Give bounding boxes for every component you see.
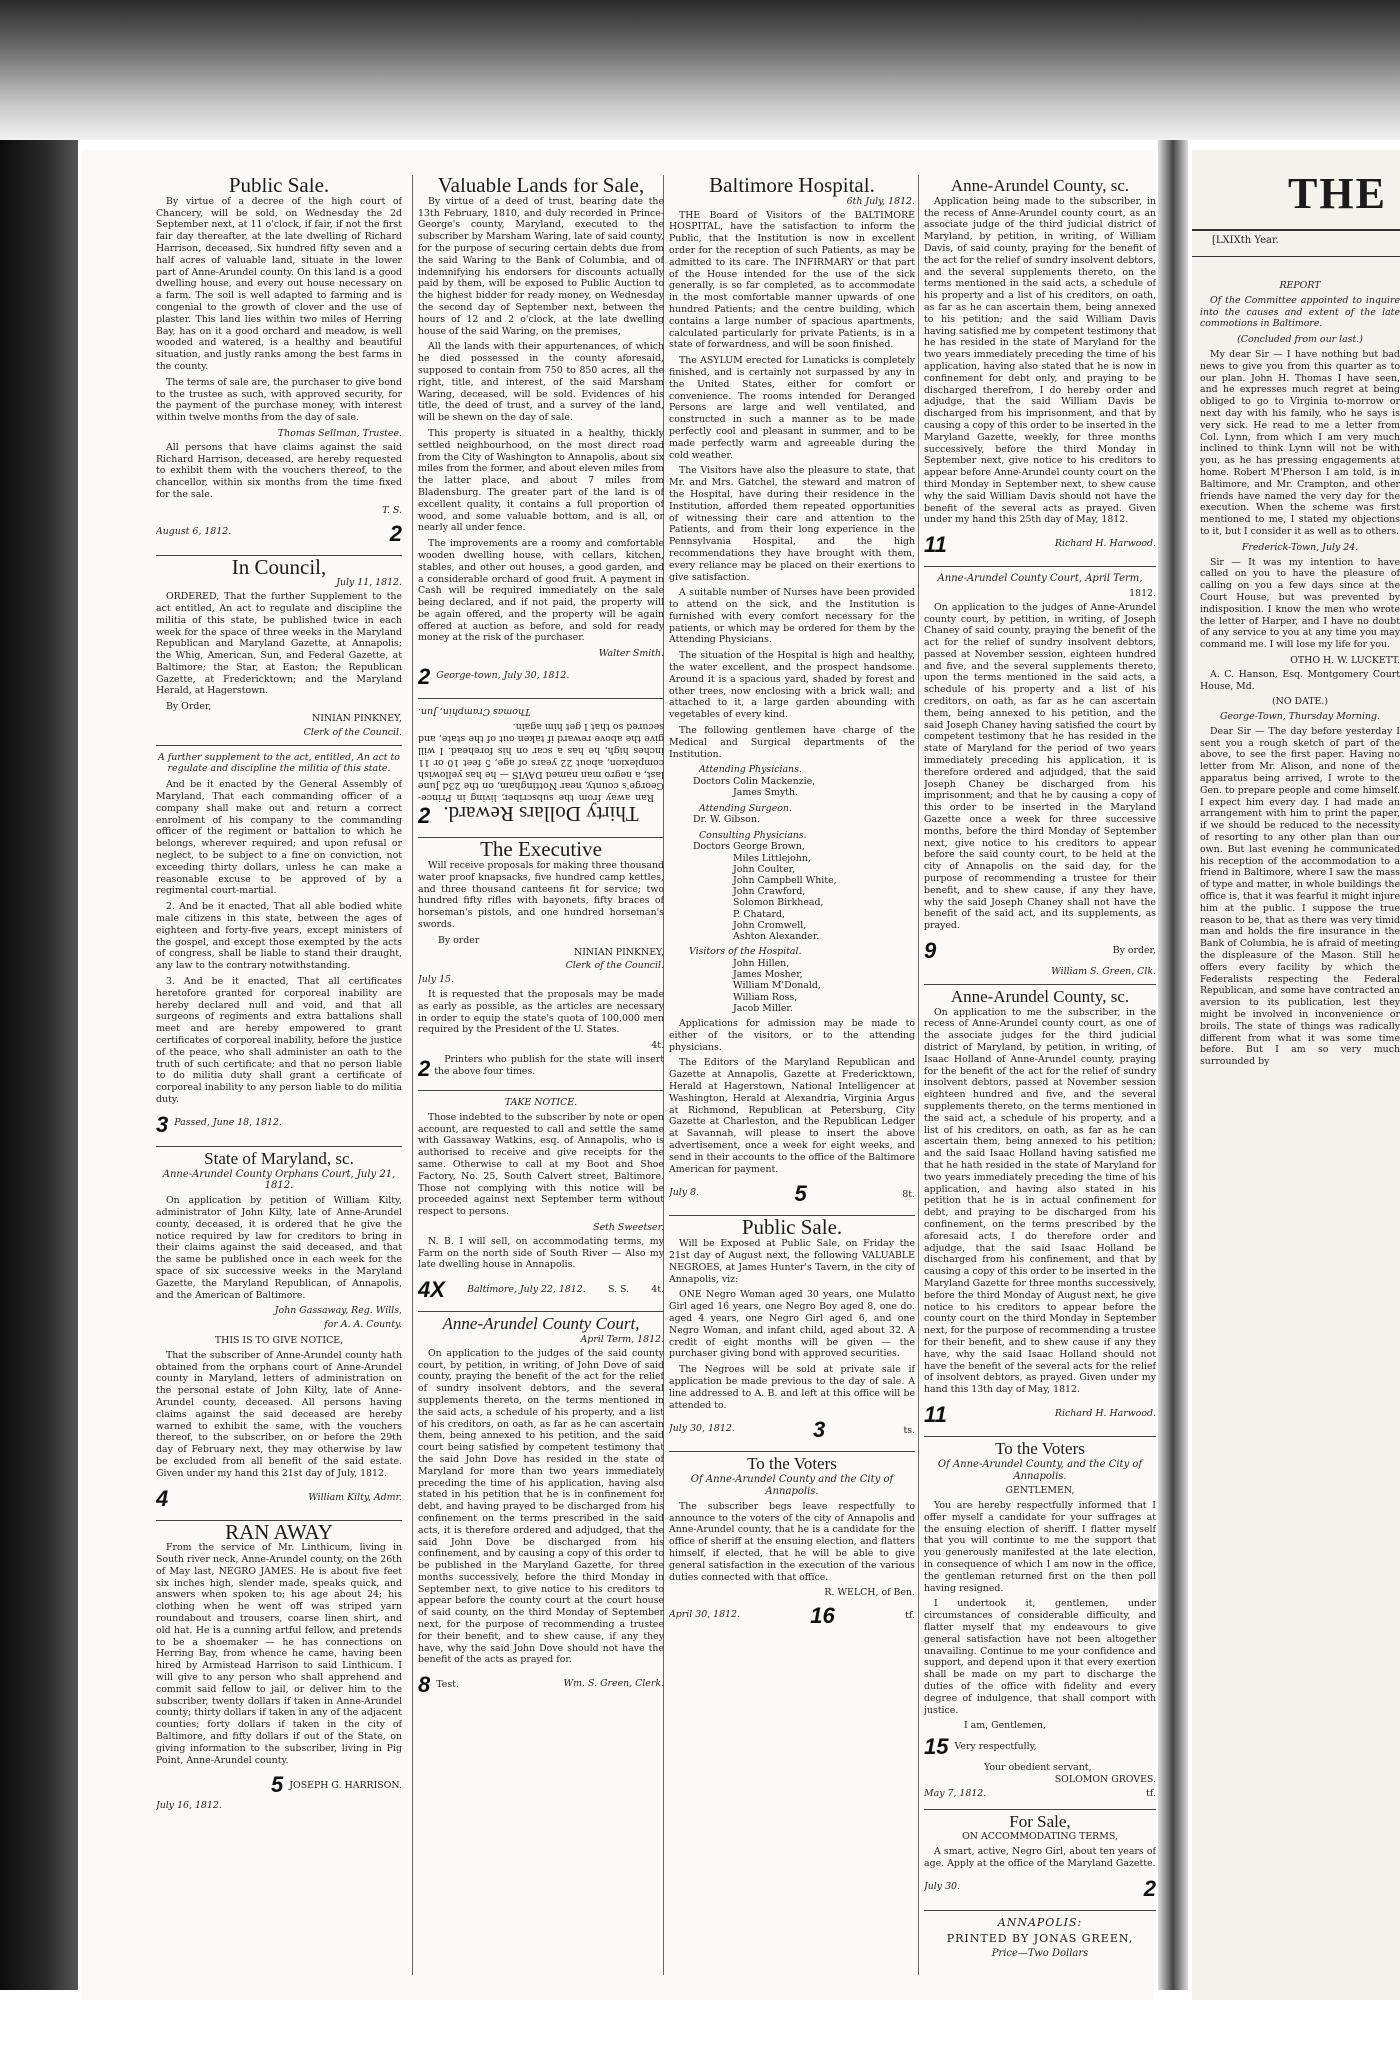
take-notice-signature: Seth Sweetser. <box>593 1221 664 1233</box>
court-heading: Anne-Arundel County Court, <box>442 1314 640 1334</box>
militia-passed-date: Passed, June 18, 1812. <box>174 1117 282 1129</box>
divider <box>924 1436 1156 1437</box>
list-item: Doctors Colin Mackenzie, <box>693 776 816 788</box>
court-signature-row <box>418 1670 664 1700</box>
hospital-text-4: A suitable number of Nurses have been provided to attend on the sick, and the Institution is furnished with every comfort necessary for the patients, or which may be ordered for them by the Attending Physicians. <box>669 587 915 646</box>
aa-county-heading-1: Anne-Arundel County, sc. <box>950 178 1130 195</box>
executive-note: It is requested that the proposals may be made as early as possible, as the articles are necessary in order to equip the state's quota of 100,000 men required by the President of the U. States. <box>418 989 664 1036</box>
voters2-subheading: Of Anne-Arundel County, and the City of Annapolis. <box>937 1458 1143 1482</box>
voters2-heading: To the Voters <box>995 1438 1085 1458</box>
runaway-signature: JOSEPH G. HARRISON. <box>289 1779 402 1791</box>
handwritten-mark: 4 <box>156 1485 169 1511</box>
lands-text-3: This property is situated in a healthy, thickly settled neighbourhood, on the most direct road from the City of Washington to Annapolis, about six miles from the former, and about eleven miles from the latter place, and about 7 miles from Bladensburg. The greater part of the land is of excellent quality, it contains a full proportion of wood, and some valuable bottom, and is all, or nearly all under fence. <box>418 427 664 534</box>
negroes-sale-text-2: ONE Negro Woman aged 30 years, one Mulatto Girl aged 16 years, one Negro Boy aged 8, one do. aged 4 years, one Negro Girl aged 6, and one Negro Woman, and infant child, aged about 32. A credit of eight months will be given — the purchaser giving bond with approved securities. <box>669 1289 915 1360</box>
letter-1: My dear Sir — I have nothing but bad news to give you from this quarter as to our plan. John H. Thomas I have seen, and he expresses much regret at being obliged to go to Virginia to-morrow or next day with his family, who he says is very sick. He read to me a letter from Col. Lynn, from which I am very much inclined to think Lynn will not be with you, as he has pressing engagements at home. Robert M'Pherson I am told, is in Baltimore, and Mr. Crampton, and other friends have named the very day for the execution. When the scheme was first mentioned to me, I stated my objections to it, but I consider it as well as to others. <box>1200 348 1400 537</box>
trustee-signature: Thomas Sellman, Trustee. <box>277 427 402 439</box>
masthead-rule <box>1192 229 1400 231</box>
admin-signature-row <box>156 1484 402 1514</box>
letter-2-signature: OTHO H. W. LUCKETT. <box>1290 654 1400 666</box>
hospital-text-5: The situation of the Hospital is high and healthy, the water excellent, and the prospect handsome. Around it is a spacious yard, shaded by forest and other trees, now enclosing with a brick wall; and attached to it, a large garden abounding with vegetables of every kind. <box>669 650 915 721</box>
handwritten-mark: 2 <box>418 1056 431 1081</box>
voters-text: The subscriber begs leave respectfully to announce to the voters of the city of Annapolis and Anne-Arundel county, that he is a candidate for the office of sheriff at the ensuing election, and flatters himself, if elected, that he will be able to give general satisfaction in the execution of the various duties connected with that office. <box>669 1500 915 1583</box>
voters2-date: May 7, 1812. <box>924 1787 987 1799</box>
maryland-text: On application by petition of William Kilty, administrator of John Kilty, late of Anne-Arundel county, deceased, it is ordered that he give the notice required by law for creditors to bring in their claims against the said deceased, and that the same be published once in each week for the space of six successive weeks in the Maryland Gazette, the Maryland Republican, of Annapolis, and the American of Baltimore. <box>156 1195 402 1301</box>
negroes-sale-text-1: Will be Exposed at Public Sale, on Friday the 21st day of August next, the following VALUABLE NEGROES, at James Hunter's Tavern, in the city of Annapolis, viz: <box>669 1238 915 1285</box>
aa-county-heading-2: Anne-Arundel County, sc. <box>950 986 1130 1006</box>
forsale-heading: For Sale, <box>1009 1811 1071 1831</box>
divider <box>418 1090 664 1091</box>
farm-initials: S. S. <box>607 1284 630 1296</box>
hospital-text-6: The following gentlemen have charge of the Medical and Surgical departments of the Institution. <box>669 725 915 760</box>
farm-run: 4t. <box>651 1284 664 1296</box>
executive-signature-title: Clerk of the Council. <box>565 960 664 972</box>
list-item: Solomon Birkhead, <box>733 897 824 909</box>
farm-date: Baltimore, July 22, 1812. <box>467 1284 586 1296</box>
council-date: July 11, 1812. <box>336 577 402 589</box>
executive-signature: NINIAN PINKNEY, <box>574 946 664 958</box>
executive-run: 4t. <box>651 1040 664 1052</box>
list-item: James Mosher, <box>733 969 803 981</box>
sale-date: August 6, 1812. <box>156 526 232 538</box>
negroes-sale-text-3: The Negroes will be sold at private sale if application be made previous to the day of sale. A line addressed to A. B. and left at this office will be attended to. <box>669 1364 915 1411</box>
report-concluded: (Concluded from our last.) <box>1237 334 1363 346</box>
voters-footer-row <box>669 1601 915 1631</box>
list-item: Miles Littlejohn, <box>733 852 811 864</box>
hospital-footer-row <box>669 1179 915 1209</box>
imprint-printer: PRINTED BY JONAS GREEN, <box>946 1931 1134 1945</box>
facing-page <box>1192 150 1400 2000</box>
list-item: John Cromwell, <box>733 919 807 931</box>
court-text: On application to the judges of the said county court, by petition, in writing, of John Dove of said county, praying the benefit of the act for the relief of sundry insolvent debtors, and the several supplements thereto, on the terms mentioned in the said acts, a schedule of his property, and a list of his creditors, on oath, as far as he can ascertain them, being annexed to his petition, and the said court being satisfied by competent testimony that the said John Dove has resided in the state of Maryland for more than two years immediately preceding the time of his application, having also stated in his petition that he is in confinement for debt, and having prayed to be discharged from his confinement on the terms prescribed in the said acts, it is therefore ordered and adjudged, that the said John Dove be discharged from his confinement, and by causing a copy of this order to be published in the Maryland Gazette, for three months successively, before the third Monday in September next, to give notice to his creditors to appear before the county court at the court house of said county, on the third Monday of September next, for the purpose of recommending a trustee for their benefit, and to shew cause, if any they have, why the said John Dove should not have the benefit of the acts as prayed for. <box>418 1347 664 1666</box>
reward-text: Ran away from the subscriber, living in Prince-George's county, near Nottingham, on the 23d June last, a negro man named DAVIS — he has yellowish complexion, about 22 years of age, 5 feet 10 or 11 inches high, he has a scar on his forehead. I will give the above reward if taken out of the state, and secured so that I get him again. <box>418 721 664 804</box>
voters2-text-2: I undertook it, gentlemen, under circumstances of considerable difficulty, and flatter myself that my endeavours to give general satisfaction have not been altogether unavailing. Continue to me your confidence and support, and depend upon it that every exertion shall be made on my part to discharge the duties of the office with fidelity and every degree of indulgence, that shall comport with justice. <box>924 1598 1156 1716</box>
voters2-text-1: You are hereby respectfully informed that I offer myself a candidate for your suffrages at the ensuing election of sheriff. I flatter myself that you will continue to me the support that you generously manifested at the late election, in consequence of which I am now in the office, the gentleman returned first on the then poll having resigned. <box>924 1500 1156 1594</box>
voters2-salutation: GENTLEMEN, <box>1005 1485 1075 1497</box>
facing-column <box>1200 280 1400 1072</box>
voters-subheading: Of Anne-Arundel County and the City of Annapolis. <box>690 1474 894 1497</box>
hospital-text-7: Applications for admission may be made to either of the visitors, or to the attending physicians. <box>669 1018 915 1053</box>
sale-date-row <box>156 519 402 549</box>
voters2-signature: SOLOMON GROVES. <box>1054 1774 1156 1786</box>
lands-text-2: All the lands with their appurtenances, of which he died possessed in the county aforesaid, supposed to contain from 750 to 850 acres, all the right, title, and interest, of the said Marsham Waring, deceased, will be sold. Evidences of his title, the deed of trust, and a survey of the land, will be shewn on the day of sale. <box>418 341 664 424</box>
forsale-footer-row <box>924 1874 1156 1904</box>
report-heading: REPORT <box>1279 280 1321 291</box>
voters2-closing-3: Your obedient servant, <box>984 1762 1092 1774</box>
letter-2: Sir — It was my intention to have called on you to have the pleasure of calling on you a few days since at the Court House, but was prevented by indisposition. I know the men who wrote the letter of Harper, and I have no doubt of any service to you at any time you may command me. I will lose my life for you. <box>1200 556 1400 651</box>
lands-text-4: The improvements are a roomy and comfortable wooden dwelling house, with cellars, kitchen, stables, and other out houses, a good garden, and a considerable orchard of good fruit. A payment in Cash will be required immediately on the sale being declared, and if not paid, the property will be again offered, and the property will be again offered at auction as before, and sold for ready money at the risk of the purchaser. <box>418 538 664 644</box>
divider <box>924 984 1156 985</box>
masthead-fragment: THE <box>1288 169 1387 218</box>
executive-heading: The Executive <box>480 837 602 862</box>
court-signature: Wm. S. Green, Clerk. <box>563 1678 664 1690</box>
handwritten-mark: 16 <box>810 1603 835 1629</box>
runaway-signature-row <box>156 1770 402 1800</box>
negroes-footer-row <box>669 1415 915 1445</box>
council-signature-title: Clerk of the Council. <box>303 726 402 738</box>
public-sale-heading: Public Sale. <box>228 178 330 197</box>
masthead-rule <box>1192 256 1400 257</box>
hospital-text-8: The Editors of the Maryland Republican and Gazette at Annapolis, Gazette at Fredericktown, Herald at Hagerstown, National Intelligencer at Washington, Herald at Alexandria, Virginia Argus at Richmond, Republican at Petersburg, City Gazette at Charleston, and the Republican Ledger at Savannah, will please to insert the above advertisement, once a week for eight weeks, and send in their accounts to the office of the Baltimore American for payment. <box>669 1057 915 1175</box>
hospital-text-3: The Visitors have also the pleasure to state, that Mr. and Mrs. Gatchel, the steward and matron of the Hospital, have during their residence in the Institution, afforded them repeated opportunities of witnessing their care and attention to the Patients, and from their long experience in the Pennsylvania Hospital, and the high recommendations they have brought with them, every reliance may be placed on their exertions to give satisfaction. <box>669 465 915 583</box>
hospital-text-2: The ASYLUM erected for Lunaticks is completely finished, and is certainly not surpassed by any in the United States, either for comfort or convenience. The rooms intended for Deranged Persons are large and well ventilated, and constructed in such a manner as to be made perfectly cool and pleasant in summer, and to be made perfectly warm and agreeable during the cold weather. <box>669 355 915 461</box>
consulting-physicians-list <box>693 841 915 942</box>
no-date-line: (NO DATE.) <box>1271 696 1329 708</box>
aa-signature-row-2 <box>924 936 1156 966</box>
farm-note: N. B. I will sell, on accommodating terms, my Farm on the north side of South River — Also my late dwelling house in Annapolis. <box>418 1235 664 1271</box>
reward-heading: Thirty Dollars Reward. <box>443 802 639 827</box>
letter-3: Dear Sir — The day before yesterday I sent you a rough sketch of part of the above, to see the first paper. Having no letter from Mr. Alison, and none of the apparatus being arrived, I wrote to the Gen. to prepare people and come himself. I expect him every day. I had made an arrangement with him to print the paper, if we should be reduced to the necessity of resorting to any other plan than our own. But last evening he communicated his reception of the accommodation to a friend in Baltimore, where I saw the mass of type and matter, in whole buildings the office is, that it was fearful it might injure him at the public. I suppose the true reason to be, that as there was very timid man and holds the fire insurance in the Bank of Columbia, he is afraid of meeting the displeasure of the Mason. Still he offers every facility by which the Federalists respecting the Federal Republican, and some have contracted an aversion to its publication, lest they might be involved in inconvenience or broils. The state of things was radically different from what it was some time before. But I am so very much surrounded by <box>1200 725 1400 1068</box>
handwritten-mark: 8 <box>418 1672 431 1698</box>
hospital-heading: Baltimore Hospital. <box>709 178 875 197</box>
lands-heading: Valuable Lands for Sale, <box>437 178 645 197</box>
volume-year: [LXIXth Year. <box>1212 235 1279 246</box>
voters2-closing-2: Very respectfully, <box>954 1741 1037 1753</box>
list-item: Ashton Alexander. <box>733 931 820 943</box>
forsale-text: A smart, active, Negro Girl, about ten years of age. Apply at the office of the Maryland Gazette. <box>924 1846 1156 1870</box>
voters2-closing-row <box>924 1732 1156 1762</box>
council-text: ORDERED, That the further Supplement to the act entitled, An act to regulate and discipline the militia of this state, be published twice in each week for the space of three weeks in the Maryland Republican and Maryland Gazette, at Annapolis; the Whig, American, Sun, and Federal Gazette, at Baltimore; the Star, at Easton; the Republican Gazette, at Fredericktown; and the Maryland Herald, at Hagerstown. <box>156 591 402 697</box>
column-2 <box>418 178 664 1978</box>
hospital-date: 6th July, 1812. <box>846 195 915 207</box>
printers-note: Printers who publish for the state will insert the above four times. <box>434 1054 664 1077</box>
forsale-date: July 30. <box>924 1881 960 1893</box>
public-sale-text: By virtue of a decree of the high court of Chancery, will be sold, on Wednesday the 2d September next, at 11 o'clock, if fair, if not the first fair day thereafter, at the late dwelling of Richard Harrison, deceased, Six hundred fifty seven and a half acres of valuable land, situate in the lower part of Anne-Arundel county. On this land is a good dwelling house, and every out house necessary on a farm. The soil is well adapted to farming and is congenial to the growth of clover and the use of plaster. This land lies within two miles of Herring Bay, has on it a good orchard and meadow, is well wooded and watered, is a healthy and beautiful situation, and justly ranks among the best farms in the county. <box>156 195 402 372</box>
forsale-subheading: ON ACCOMMODATING TERMS, <box>962 1831 1118 1843</box>
aa-county-text-3: On application to me the subscriber, in the recess of Anne-Arundel county court, as one of the associate judges for the third judicial district of Maryland, by petition, in writing, of Isaac Holland of Anne-Arundel county, praying for the benefit of the act for the relief of sundry insolvent debtors, passed at November session eighteen hundred and five, and the several supplements thereto, on the terms mentioned in the said act, a schedule of his property, and a list of his creditors, on oath, as far as he can ascertain them, being annexed to his petition; and the said Isaac Holland having satisfied me that he hath resided in the state of Maryland for two years immediately preceding the time of his application, and having also stated in his petition that he is in actual confinement for debt, and praying to be discharged from his confinement, on the terms prescribed by the aforesaid acts, I do therefore order and adjudge, that the said Isaac Holland be discharged from his confinement, and that by causing a copy of this order to be inserted in the Maryland Gazette for three months successively, before the third Monday of August next, he give notice to his creditors to appear before the county court on the third Monday in September next, for the purpose of recommending a trustee for their benefit, and to shew cause if any they have, why the said Isaac Holland should not have the benefit of the several acts for the relief of insolvent debtors, as prayed. Given under my hand this 13th day of May, 1812. <box>924 1006 1156 1396</box>
militia-section-1: And be it enacted by the General Assembly of Maryland, That each commanding officer of a company shall make out and return a correct enrolment of his company to the commanding officer of the regiment or battalion to which he belongs, wherever required; and upon refusal or neglect, to be subject to a fine on conviction, not exceeding thirty dollars, unless he can make a reasonable excuse to be approved of by a regimental court-martial. <box>156 779 402 897</box>
list-item: William Ross, <box>733 991 798 1003</box>
handwritten-mark: 2 <box>1143 1875 1156 1901</box>
price-line: Price—Two Dollars <box>991 1948 1089 1960</box>
handwritten-mark: 11 <box>924 532 947 558</box>
aa-court-year: 1812. <box>1129 587 1156 599</box>
take-notice-heading: TAKE NOTICE. <box>504 1097 578 1108</box>
list-item: Doctors George Brown, <box>693 841 805 853</box>
book-binding-edge <box>0 140 78 1990</box>
divider <box>669 1451 915 1452</box>
aa-by-order: By order, <box>1112 945 1156 957</box>
executive-date: July 15. <box>418 974 454 986</box>
give-notice-heading: THIS IS TO GIVE NOTICE, <box>214 1334 344 1346</box>
register-signature: John Gassaway, Reg. Wills, <box>274 1305 402 1317</box>
divider <box>924 566 1156 567</box>
divider <box>156 745 402 746</box>
hospital-end-date: July 8. <box>669 1187 700 1199</box>
handwritten-mark: 5 <box>271 1772 284 1798</box>
runaway-date: July 16, 1812. <box>156 1800 222 1812</box>
militia-section-3: 3. And be it enacted, That all certificates heretofore granted for corporeal inability are hereby declared null and void, and that all surgeons of regiments and extra battalions shall meet and are hereby empowered to grant certificates of corporeal inability, before the justice of the peace, who shall administer an oath to the truth of such certificate; and that no person liable to do militia duty shall grant a certificate of corporeal inability to any person liable to do militia duty. <box>156 976 402 1105</box>
list-item: Dr. W. Gibson. <box>693 814 760 826</box>
list-item: John Coulter, <box>733 863 796 875</box>
aa-signature-2: William S. Green, Clk. <box>1051 966 1156 978</box>
column-1 <box>156 178 402 1978</box>
register-signature-county: for A. A. County. <box>324 1319 402 1331</box>
creditors-notice: All persons that have claims against the said Richard Harrison, deceased, are hereby requested to exhibit them with the vouchers thereof, to the chancellor, within six months from the time fixed for the sale. <box>156 441 402 500</box>
hospital-run: 8t. <box>902 1188 915 1200</box>
voters-signature: R. WELCH, of Ben. <box>824 1587 915 1599</box>
negroes-sale-heading: Public Sale. <box>741 1215 843 1240</box>
attending-physicians-list <box>693 776 915 798</box>
council-signature: NINIAN PINKNEY, <box>312 713 402 725</box>
admin-signature: William Kilty, Admr. <box>308 1491 402 1503</box>
handwritten-mark: 11 <box>924 1401 947 1427</box>
runaway-heading: RAN AWAY <box>225 1519 333 1544</box>
column-3 <box>669 178 915 1978</box>
farm-footer-row <box>418 1275 664 1305</box>
list-item: John Crawford, <box>733 886 806 898</box>
executive-by-order: By order <box>438 934 480 946</box>
aa-signature-3: Richard H. Harwood. <box>1054 1408 1156 1419</box>
scan-shadow-top <box>0 0 1400 140</box>
handwritten-mark: 4X <box>418 1277 445 1303</box>
militia-date-row <box>156 1110 402 1140</box>
maryland-heading: State of Maryland, sc. <box>204 1148 354 1168</box>
public-sale-terms: The terms of sale are, the purchaser to give bond to the trustee as such, with approved security, for the payment of the purchase money, with interest within twelve months from the day of sale. <box>156 376 402 424</box>
negroes-date: July 30, 1812. <box>669 1423 735 1434</box>
list-item: James Smyth. <box>733 787 798 799</box>
handwritten-mark: 5 <box>794 1181 807 1207</box>
divider <box>418 698 664 699</box>
aa-court-line: Anne-Arundel County Court, April Term, <box>937 573 1143 585</box>
page-gutter <box>1158 140 1188 1990</box>
aa-signature-row-3 <box>924 1400 1156 1430</box>
by-order: By Order, <box>166 701 212 713</box>
negroes-run: ts. <box>903 1424 915 1436</box>
attending-surgeon-list <box>693 814 915 825</box>
lands-text-1: By virtue of a deed of trust, bearing date the 13th February, 1810, and duly recorded in Prince-George's county, Maryland, executed to the subscriber by Marsham Waring, late of said county, for the purpose of securing certain debts due from the said Waring to the Bank of Columbia, and of indemnifying his endorsers for discounts actually paid by them, will be exposed to Public Auction to the highest bidder for ready money, on Wednesday the second day of September next, between the hours of 12 and 2 o'clock, at the late dwelling house of the said Waring, on the premises, <box>418 195 664 337</box>
divider <box>924 1910 1156 1911</box>
reward-signature: Thomas Cramphin, Jun. <box>418 705 531 717</box>
attending-surgeon-label: Attending Surgeon. <box>699 802 792 814</box>
printers-row <box>418 1054 664 1084</box>
orphans-court-line: Anne-Arundel County Orphans Court, July 21, 1812. <box>162 1168 396 1192</box>
voters-heading: To the Voters <box>747 1454 837 1474</box>
letter-2-place: Frederick-Town, July 24. <box>1241 541 1359 553</box>
give-notice-text: That the subscriber of Anne-Arundel county hath obtained from the orphans court of Anne-Arundel county in Maryland, letters of administration on the personal estate of John Kilty, late of Anne-Arundel county, deceased. All persons having claims against the said deceased are hereby warned to exhibit the same, with the vouchers thereof, to the subscriber, on or before the 29th day of February next, they may otherwise by law be excluded from all benefit of the said estate. Given under my hand this 21st day of July, 1812. <box>156 1349 402 1479</box>
list-item: John Hillen, <box>733 958 790 970</box>
voters2-closing-1: I am, Gentlemen, <box>964 1720 1046 1732</box>
divider <box>924 1809 1156 1810</box>
lands-date: George-town, July 30, 1812. <box>436 669 570 681</box>
court-term: April Term, 1812. <box>580 1333 664 1345</box>
column-4 <box>924 178 1156 1978</box>
handwritten-mark: 9 <box>924 938 937 964</box>
divider <box>156 1146 402 1147</box>
handwritten-mark: 2 <box>389 520 402 546</box>
hospital-text-1: THE Board of Visitors of the BALTIMORE HOSPITAL, have the satisfaction to inform the Public, that the Institution is now in excellent order for the reception of such Patients, as may be admitted to its care. The INFIRMARY or that part of the House intended for the use of the sick generally, is so far completed, as to accommodate in the most comfortable manner upwards of one hundred Patients; and the centre building, which contains a large number of spacious apartments, calculated particularly for private Patients, is in a state of forwardness, and will be soon finished. <box>669 209 915 351</box>
lands-signature: Walter Smith. <box>598 648 664 660</box>
militia-act-title: A further supplement to the act, entitled, An act to regulate and discipline the militia of this state. <box>158 751 400 775</box>
letter-2-address: A. C. Hanson, Esq. Montgomery Court House, Md. <box>1200 668 1400 692</box>
letter-3-place: George-Town, Thursday Morning. <box>1219 711 1380 723</box>
lands-date-row <box>418 662 664 692</box>
list-item: John Campbell White, <box>733 875 837 887</box>
handwritten-mark: 2 <box>418 803 431 829</box>
handwritten-mark: 3 <box>156 1111 169 1137</box>
court-test: Test. <box>436 1679 459 1691</box>
aa-signature-1: Richard H. Harwood. <box>1054 538 1156 550</box>
executive-text: Will receive proposals for making three thousand water proof knapsacks, five hundred camp kettles, and three thousand canteens fit for service; two hundred fifty rifles with bayonets, fifty braces of horseman's pistols, and one hundred horseman's swords. <box>418 860 664 931</box>
visitors-list <box>733 958 915 1014</box>
list-item: William M'Donald, <box>733 980 821 992</box>
divider <box>418 1311 664 1312</box>
attending-physicians-label: Attending Physicians. <box>699 764 802 776</box>
consulting-physicians-label: Consulting Physicians. <box>699 829 807 841</box>
handwritten-mark: 3 <box>813 1417 826 1443</box>
list-item: P. Chatard, <box>733 908 785 920</box>
aa-county-text-1: Application being made to the subscriber, in the recess of Anne-Arundel county court, as an associate judge of the third judicial district of Maryland, by petition, in writing, of William Davis, of said county, praying for the benefit of the act for the relief of sundry insolvent debtors, and the several supplements thereto, on the terms mentioned in the said acts, a schedule of his property and a list of his creditors, on oath, as far as he can ascertain them, being annexed to his petition; and the said William Davis having satisfied me by competent testimony that he has resided in the state of Maryland for the two years immediately preceding the time of his application, having also stated that he is now in confinement for debt only, and praying to be discharged therefrom, I do hereby order and adjudge, that the said William Davis be discharged from his imprisonment, and that by causing a copy of this order to be inserted in the Maryland Gazette, weekly, for three months successively, before the third Monday in September next, give notice to his creditors to appear before Anne-Arundel county court on the third Monday in September next, to shew cause why the said William Davis should not have the benefit of the several acts as prayed. Given under my hand this 25th day of May, 1812. <box>924 195 1156 526</box>
take-notice-text: Those indebted to the subscriber by note or open account, are requested to call and settle the same with Gassaway Watkins, esq. of Annapolis, who is authorised to receive and give receipts for the same. Otherwise to call at my Boot and Shoe Factory, No. 25, South Calvert street, Baltimore. Those not complying with this notice will be proceeded against next September term without respect to persons. <box>418 1111 664 1218</box>
runaway-text: From the service of Mr. Linthicum, living in South river neck, Anne-Arundel county, on the 26th of May last, NEGRO JAMES. He is about five feet six inches high, slender made, speaks quick, and answers when spoken to; his age about 24; his clothing when he went off was striped yarn roundabout and trousers, coarse linen shirt, and old hat. He is a cunning artful fellow, and pretends to be a shoemaker — he has connections on Herring Bay, from whence he came, having been hired by Armistead Harrison to said Linthicum. I will give to any person who shall apprehend and commit said fellow to jail, or deliver him to the subscriber, twenty dollars if taken in Anne-Arundel county; thirty dollars if taken in any of the adjacent counties; forty dollars if taken in the city of Baltimore, and fifty dollars if out of the State, on giving information to the subscriber, living in Pig Point, Anne-Arundel county. <box>156 1542 402 1766</box>
reward-advertisement-inverted <box>418 705 664 827</box>
trustee-initials: T. S. <box>382 504 402 516</box>
militia-section-2: 2. And be it enacted, That all able bodied white male citizens in this state, between the ages of eighteen and forty-five years, except ministers of the gospel, and except those exempted by the acts of congress, shall be liable to stand their draught, any law to the contrary notwithstanding. <box>156 901 402 972</box>
aa-county-text-2: On application to the judges of Anne-Arundel county court, by petition, in writing, of Joseph Chaney of said county, praying the benefit of the act for the relief of sundry insolvent debtors, passed at November session, eighteen hundred and five, and the several supplements thereto, upon the terms mentioned in the said acts, a schedule of his property and a list of his creditors, on oath, as far as he can ascertain them, being annexed to his petition, and the said Joseph Chaney having satisfied the court by competent testimony that he has resided in the state of Maryland for the period of two years immediately preceding his application, it is therefore ordered and adjudged, that the said Joseph Chaney be discharged from his imprisonment; and that he by causing a copy of this order to be inserted in the Maryland Gazette once a week for three successive months, before the third Monday of September next, give notice to his creditors to appear before the said county court, to be held at the city of Annapolis on the said day, for the purpose of recommending a trustee for their benefit, and to shew cause, if any they have, why the said Joseph Chaney shall not have the benefit of the said act, and its supplements, as prayed. <box>924 601 1156 932</box>
handwritten-mark: 2 <box>418 664 431 690</box>
report-subheading: Of the Committee appointed to inquire into the causes and extent of the late commotions in Baltimore. <box>1200 294 1400 330</box>
imprint-city: ANNAPOLIS: <box>997 1915 1083 1929</box>
list-item: Jacob Miller. <box>733 1002 793 1014</box>
visitors-label: Visitors of the Hospital. <box>689 946 802 958</box>
voters-run: tf. <box>905 1610 915 1622</box>
voters2-run: tf. <box>1146 1787 1156 1799</box>
voters2-footer-row <box>924 1788 1156 1803</box>
handwritten-mark: 15 <box>924 1734 949 1760</box>
council-heading: In Council, <box>231 554 327 579</box>
aa-signature-row-1 <box>924 530 1156 560</box>
voters-date: April 30, 1812. <box>669 1608 740 1620</box>
